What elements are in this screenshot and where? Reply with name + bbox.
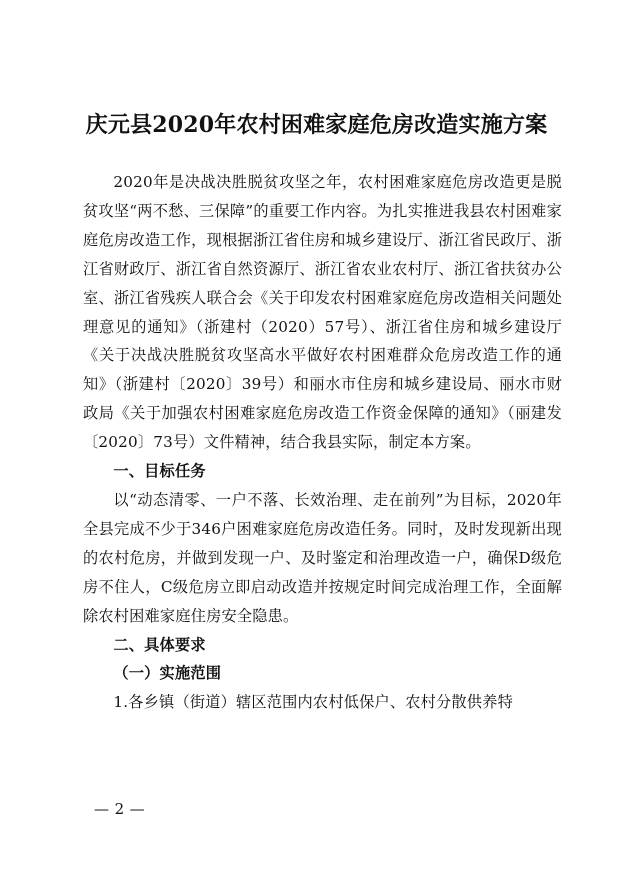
document-body	[83, 168, 562, 717]
body-paragraph: 2020年是决战决胜脱贫攻坚之年，农村困难家庭危房改造更是脱贫攻坚“两不愁、三保障”的重要工作内容。为扎实推进我县农村困难家庭危房改造工作，现根据浙江省住房和城乡建设厅、浙江省民政厅、浙江省财政厅、浙江省自然资源厅、浙江省农业农村厅、浙江省扶贫办公室、浙江省残疾人联合会《关于印发农村困难家庭危房改造相关问题处理意见的通知》（浙建村（2020）57号）、浙江省住房和城乡建设厅《关于决战决胜脱贫攻坚高水平做好农村困难群众危房改造工作的通知》（浙建村〔2020〕39号）和丽水市住房和城乡建设局、丽水市财政局《关于加强农村困难家庭危房改造工作资金保障的通知》（丽建发〔2020〕73号）文件精神，结合我县实际，制定本方案。	[83, 173, 562, 452]
body-paragraph: 1.各乡镇（街道）辖区范围内农村低保户、农村分散供养特	[113, 693, 513, 712]
section-heading: 一、目标任务	[113, 462, 206, 481]
document-title: 庆元县2020年农村困难家庭危房改造实施方案	[85, 112, 548, 138]
subsection-heading: （一）实施范围	[113, 664, 222, 683]
page-number: — 2 —	[94, 800, 146, 818]
section-heading: 二、具体要求	[113, 635, 206, 654]
body-paragraph: 以“动态清零、一户不落、长效治理、走在前列”为目标，2020年全县完成不少于346户困难家庭危房改造任务。同时，及时发现新出现的农村危房，并做到发现一户、及时鉴定和治理改造一户，确保D级危房不住人，C级危房立即启动改造并按规定时间完成治理工作，全面解除农村困难家庭住房安全隐患。	[83, 490, 562, 625]
